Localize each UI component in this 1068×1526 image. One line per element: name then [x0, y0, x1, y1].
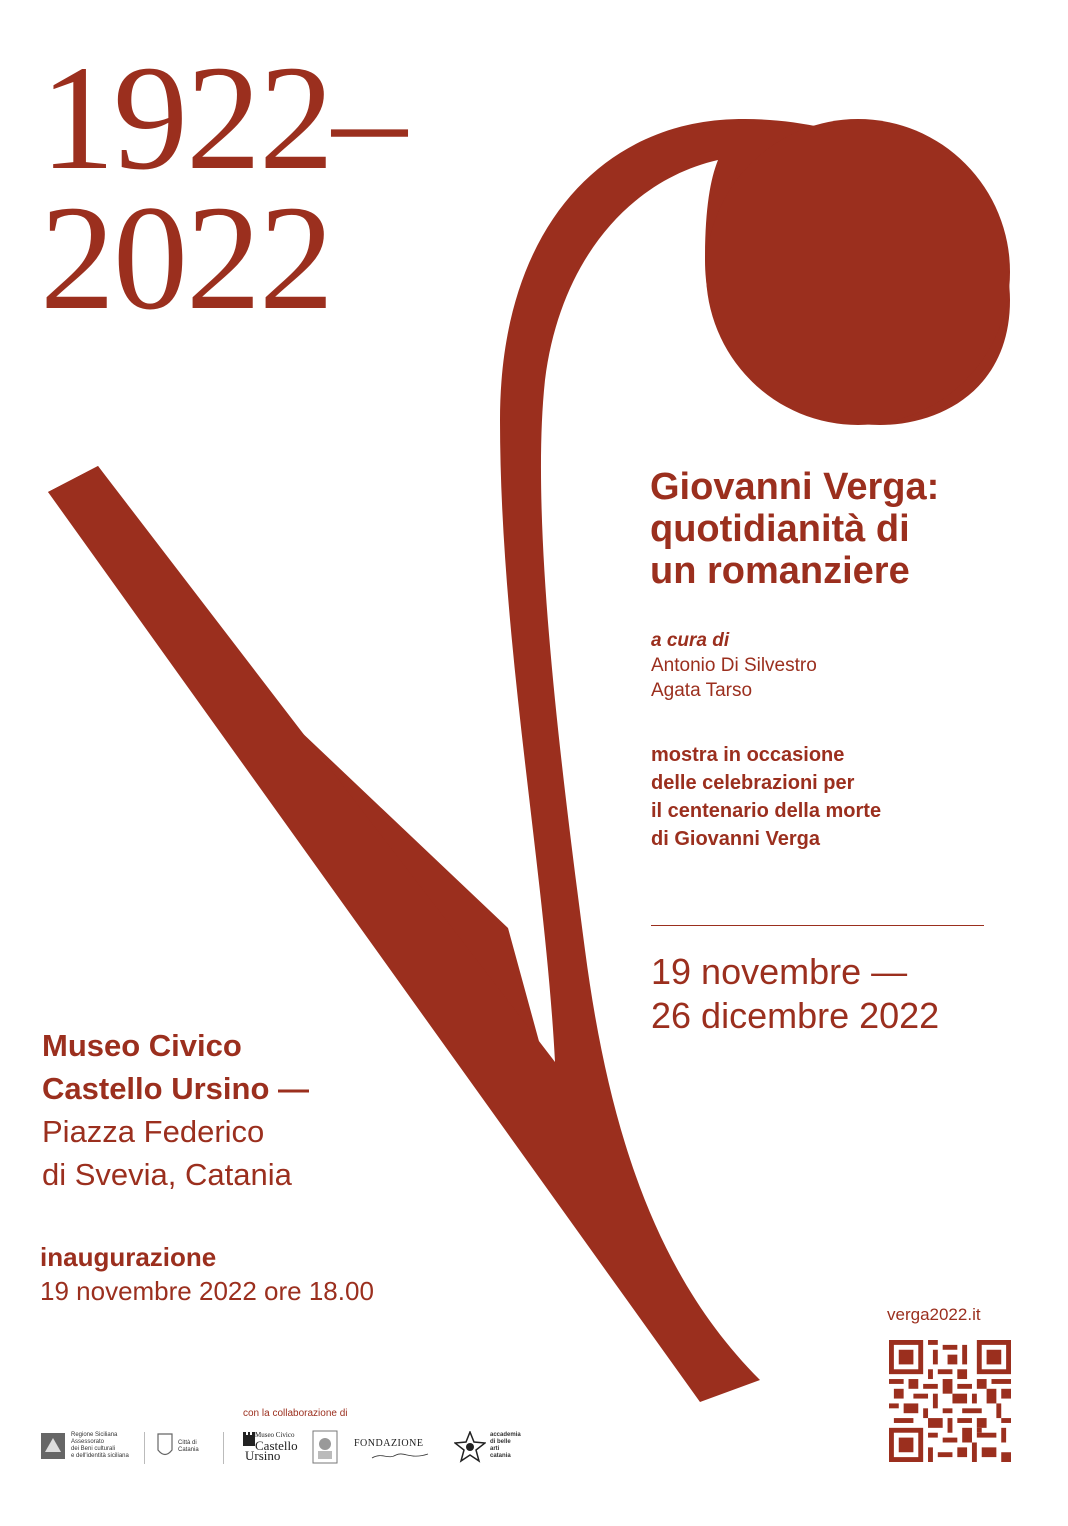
logo-text: Regione Siciliana: [71, 1432, 118, 1438]
logo-text: accademia: [490, 1432, 521, 1438]
logo-separator: [223, 1432, 224, 1464]
title-line2: quotidianità di: [650, 508, 910, 550]
years-line2: 2022: [40, 175, 332, 341]
logo-text: catania: [490, 1453, 511, 1459]
collaboration-label: con la collaborazione di: [243, 1408, 348, 1419]
venue-address-line1: Piazza Federico: [42, 1114, 265, 1149]
signature-icon: [370, 1450, 430, 1462]
venue-city: Catania: [185, 1157, 292, 1192]
venue-address-line2: [42, 1153, 309, 1196]
venue: [42, 1024, 309, 1196]
website-link[interactable]: verga2022.it: [887, 1305, 981, 1324]
logo-text: Ursino: [245, 1448, 281, 1463]
title-line3: un romanziere: [650, 550, 910, 592]
city-crest-icon: [156, 1432, 174, 1460]
logo-text: Assessorato: [71, 1439, 105, 1445]
logo-text: Catania: [178, 1447, 199, 1453]
occasion-line: mostra in occasione: [651, 744, 845, 766]
exhibition-dates: [651, 950, 939, 1038]
regione-emblem-icon: [40, 1432, 66, 1460]
curator-name: Antonio Di Silvestro: [651, 655, 817, 676]
logo-text: Museo Civico: [255, 1431, 295, 1439]
logo-text: FONDAZIONE: [354, 1438, 424, 1449]
logo-text: e dell'identità siciliana: [71, 1453, 129, 1459]
inauguration-label: inaugurazione: [40, 1242, 217, 1272]
logo-text: Città di: [178, 1440, 197, 1446]
dates-line1: 19 novembre —: [651, 951, 908, 992]
venue-name-line2: Castello Ursino —: [42, 1071, 309, 1106]
curators: [651, 628, 817, 703]
logo-text: arti: [490, 1446, 500, 1452]
inauguration-datetime: 19 novembre 2022 ore 18.00: [40, 1276, 374, 1306]
regione-siciliana-logo: [40, 1428, 135, 1466]
exhibition-title: [650, 466, 1050, 592]
citta-di-catania-logo: [156, 1428, 226, 1466]
logo-text: dei Beni culturali: [71, 1446, 116, 1452]
venue-address-part: di Svevia,: [42, 1157, 186, 1192]
fondazione-verga-logo: [354, 1428, 444, 1466]
occasion-text: [651, 741, 881, 853]
portrait-medallion-icon: [312, 1430, 338, 1464]
verga-portrait-logo: [312, 1428, 342, 1466]
curators-label: a cura di: [651, 630, 730, 651]
occasion-line: il centenario della morte: [651, 800, 882, 822]
accademia-belle-arti-logo: [454, 1428, 534, 1466]
title-line1: Giovanni Verga:: [650, 466, 940, 508]
years-line1: 1922–: [40, 35, 405, 201]
castle-icon: [243, 1432, 255, 1446]
divider: [651, 925, 984, 926]
inauguration: [40, 1240, 374, 1308]
years-heading: [40, 35, 405, 341]
logo-text: di belle: [490, 1439, 511, 1445]
qr-code[interactable]: [889, 1340, 1011, 1462]
star-emblem-icon: [454, 1431, 486, 1463]
occasion-line: di Giovanni Verga: [651, 828, 820, 850]
logo-separator: [144, 1432, 145, 1464]
partner-logos: [40, 1428, 540, 1468]
curator-name: Agata Tarso: [651, 680, 753, 701]
museo-castello-ursino-logo: [243, 1428, 303, 1466]
logo-text: Castello: [255, 1438, 298, 1453]
dates-line2: 26 dicembre 2022: [651, 995, 940, 1036]
occasion-line: delle celebrazioni per: [651, 772, 855, 794]
venue-name-line1: Museo Civico: [42, 1028, 242, 1063]
